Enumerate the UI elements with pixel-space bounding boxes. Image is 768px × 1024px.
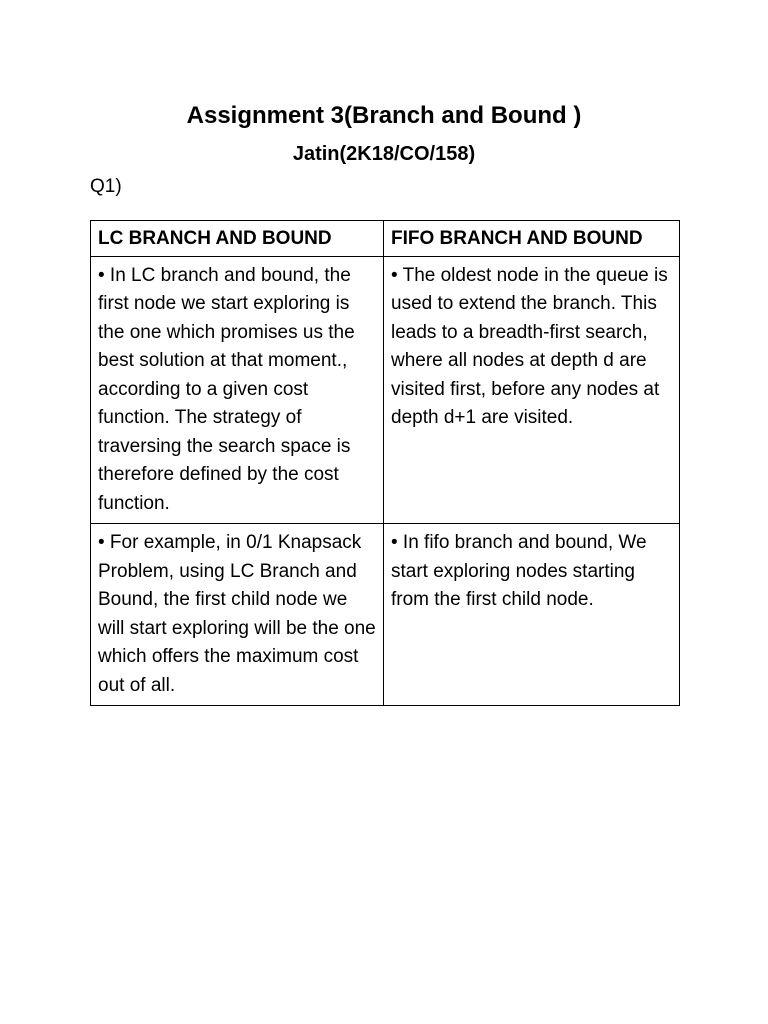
header-lc-branch-and-bound: LC BRANCH AND BOUND — [91, 221, 384, 257]
fifo-example-cell: • In fifo branch and bound, We start exploring nodes starting from the first child node. — [384, 524, 680, 706]
table-row — [91, 524, 680, 706]
comparison-table — [90, 220, 680, 706]
lc-description-cell: • In LC branch and bound, the first node we start exploring is the one which promises us the best solution at that moment., according to a given cost function. The strategy of traversing the search space is therefore defined by the cost function. — [91, 256, 384, 524]
author-name: Jatin(2K18/CO/158) — [292, 143, 476, 165]
table-header-row — [91, 221, 680, 257]
table-row — [91, 256, 680, 524]
header-fifo-branch-and-bound: FIFO BRANCH AND BOUND — [384, 221, 680, 257]
question-label: Q1) — [90, 176, 122, 197]
fifo-description-cell: • The oldest node in the queue is used to extend the branch. This leads to a breadth-first search, where all nodes at depth d are visited first, before any nodes at depth d+1 are visited. — [384, 256, 680, 524]
lc-example-cell: • For example, in 0/1 Knapsack Problem, using LC Branch and Bound, the first child node we will start exploring will be the one which offers the maximum cost out of all. — [91, 524, 384, 706]
document-title: Assignment 3(Branch and Bound ) — [186, 102, 582, 129]
